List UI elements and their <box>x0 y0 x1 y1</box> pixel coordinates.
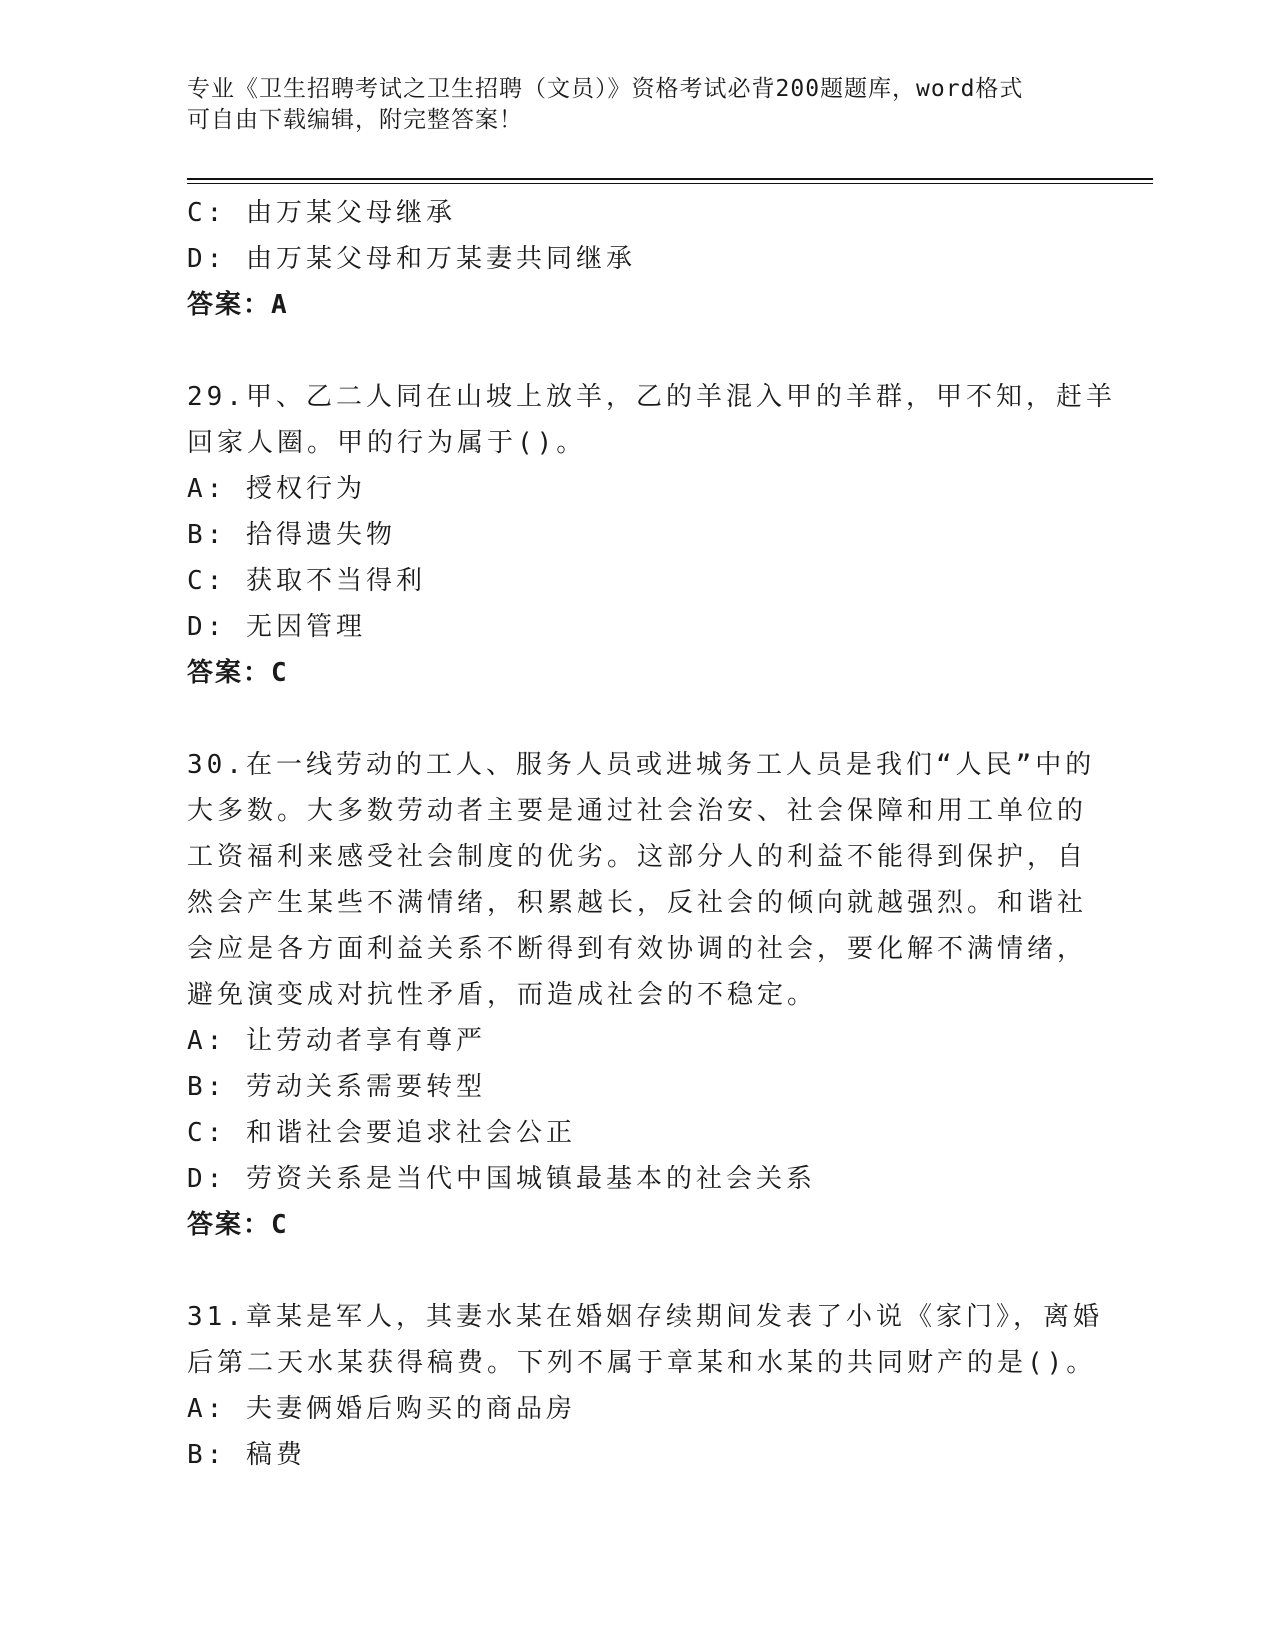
header-line-2: 可自由下载编辑，附完整答案！ <box>187 107 523 133</box>
header-divider-thin <box>187 183 1153 184</box>
question-stem: 后第二天水某获得稿费。下列不属于章某和水某的共同财产的是()。 <box>187 1348 1097 1378</box>
header-divider-thick <box>187 178 1153 180</box>
option-d: D: 由万某父母和万某妻共同继承 <box>187 244 636 274</box>
document-header <box>187 74 1087 136</box>
option-c: C: 和谐社会要追求社会公正 <box>187 1118 576 1148</box>
answer-label: 答案：A <box>187 290 289 320</box>
question-stem: 避免演变成对抗性矛盾，而造成社会的不稳定。 <box>187 980 818 1010</box>
question-stem: 回家人圈。甲的行为属于()。 <box>187 428 587 458</box>
document-body <box>187 190 1116 1478</box>
option-a: A: 授权行为 <box>187 474 366 504</box>
header-line-1: 专业《卫生招聘考试之卫生招聘（文员）》资格考试必背200题题库，word格式 <box>187 76 1024 102</box>
option-b: B: 拾得遗失物 <box>187 520 396 550</box>
spacer <box>187 328 1087 374</box>
question-stem: 30.在一线劳动的工人、服务人员或进城务工人员是我们“人民”中的 <box>187 750 1096 780</box>
spacer <box>187 1248 1087 1294</box>
option-c: C: 由万某父母继承 <box>187 198 456 228</box>
question-stem: 然会产生某些不满情绪，积累越长，反社会的倾向就越强烈。和谐社 <box>187 888 1088 918</box>
question-30 <box>187 742 1096 1248</box>
question-29 <box>187 374 1116 696</box>
option-c: C: 获取不当得利 <box>187 566 426 596</box>
spacer <box>187 696 1087 742</box>
option-b: B: 劳动关系需要转型 <box>187 1072 486 1102</box>
question-stem: 大多数。大多数劳动者主要是通过社会治安、社会保障和用工单位的 <box>187 796 1088 826</box>
answer-label: 答案：C <box>187 658 289 688</box>
option-b: B: 稿费 <box>187 1440 306 1470</box>
question-28-tail <box>187 190 1087 328</box>
question-stem: 会应是各方面利益关系不断得到有效协调的社会，要化解不满情绪， <box>187 934 1088 964</box>
question-stem: 29.甲、乙二人同在山坡上放羊，乙的羊混入甲的羊群，甲不知，赶羊 <box>187 382 1116 412</box>
option-a: A: 夫妻俩婚后购买的商品房 <box>187 1394 576 1424</box>
question-stem: 31.章某是军人，其妻水某在婚姻存续期间发表了小说《家门》，离婚 <box>187 1302 1103 1332</box>
question-31 <box>187 1294 1103 1478</box>
question-stem: 工资福利来感受社会制度的优劣。这部分人的利益不能得到保护，自 <box>187 842 1088 872</box>
option-a: A: 让劳动者享有尊严 <box>187 1026 486 1056</box>
option-d: D: 劳资关系是当代中国城镇最基本的社会关系 <box>187 1164 816 1194</box>
option-d: D: 无因管理 <box>187 612 366 642</box>
answer-label: 答案：C <box>187 1210 289 1240</box>
